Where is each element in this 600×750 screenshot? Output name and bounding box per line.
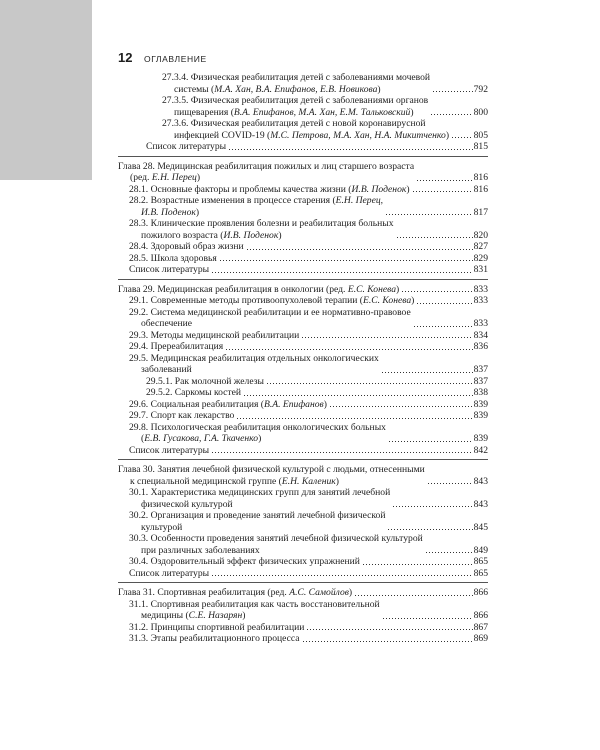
dot-leader (301, 331, 472, 339)
toc-entry-title (146, 376, 264, 388)
toc-page-number: 838 (473, 387, 488, 398)
dot-leader (228, 143, 473, 151)
toc-entry-line: 30.3. Особенности проведения занятий лечебной физической культурой (129, 533, 423, 544)
table-of-contents (118, 72, 488, 648)
toc-entry-title (129, 568, 209, 580)
toc-entry[interactable] (118, 72, 488, 95)
dot-leader (392, 500, 472, 508)
toc-entry-title (118, 284, 399, 296)
toc-page-number: 837 (473, 375, 488, 387)
toc-page-number: 836 (473, 341, 488, 352)
toc-entry-title (146, 141, 226, 153)
dot-leader (451, 131, 473, 139)
toc-entry-line: 29.8. Психологическая реабилитация онкологических больных (129, 421, 386, 433)
toc-page-number: 865 (473, 567, 488, 579)
toc-entry[interactable] (118, 218, 488, 241)
toc-entry-title (146, 387, 241, 399)
toc-entry-line: Глава 31. Спортивная реабилитация (ред. А.С. Самойлов) (118, 587, 353, 598)
toc-entry[interactable] (118, 533, 488, 556)
dot-leader (354, 589, 472, 597)
dot-leader (225, 343, 472, 351)
toc-entry-line: 29.7. Спорт как лекарство (129, 410, 235, 421)
dot-leader (243, 389, 473, 397)
toc-entry[interactable] (118, 284, 488, 296)
toc-entry[interactable] (118, 341, 488, 353)
dot-leader (396, 231, 473, 239)
toc-entry-line: Список литературы (129, 444, 210, 456)
toc-entry-title (129, 253, 217, 265)
toc-entry-line: 28.2. Возрастные изменения в процессе старения (Е.Н. Перец, (129, 195, 384, 206)
toc-entry[interactable] (118, 387, 488, 399)
toc-entry-line: 27.3.4. Физическая реабилитация детей с заболеваниями мочевой (162, 72, 431, 83)
toc-entry[interactable] (118, 633, 488, 645)
toc-entry-line: Глава 30. Занятия лечебной физической культурой с людьми, отнесенными (118, 464, 425, 475)
toc-section (118, 156, 488, 279)
page-header (118, 50, 488, 65)
dot-leader (266, 377, 473, 385)
toc-entry-line: заболеваний (141, 364, 192, 375)
toc-page-number: 817 (473, 206, 488, 218)
toc-entry-title (129, 599, 380, 622)
toc-entry-title (129, 510, 385, 533)
toc-entry-line: 28.3. Клинические проявления болезни и реабилитация больных (129, 218, 394, 229)
toc-page-number: 837 (473, 364, 488, 375)
toc-entry[interactable] (118, 295, 488, 307)
toc-entry-title (162, 118, 449, 141)
toc-entry-title (129, 341, 223, 353)
toc-entry[interactable] (118, 399, 488, 411)
toc-page-number: 866 (473, 610, 488, 621)
toc-entry[interactable] (118, 118, 488, 141)
toc-page-number: 816 (473, 172, 488, 183)
toc-entry[interactable] (118, 556, 488, 568)
toc-entry-title (129, 487, 390, 510)
toc-entry[interactable] (118, 376, 488, 388)
toc-entry-line: 29.5.2. Саркомы костей (146, 387, 241, 398)
toc-entry[interactable] (118, 161, 488, 184)
toc-page-number: 792 (473, 83, 488, 95)
toc-entry-title (162, 95, 428, 118)
toc-entry-line: 27.3.6. Физическая реабилитация детей с новой коронавирусной (162, 118, 426, 129)
toc-entry-line: системы (М.А. Хан, В.А. Епифанов, Е.В. Новикова) (174, 83, 381, 95)
toc-entry-title (129, 633, 300, 645)
toc-page-number: 839 (473, 410, 488, 421)
toc-entry-title (129, 264, 209, 276)
toc-entry[interactable] (118, 422, 488, 445)
toc-entry-title (129, 556, 360, 568)
toc-entry-title (162, 72, 430, 95)
toc-page-number: 842 (473, 444, 488, 456)
toc-entry-title (129, 307, 411, 330)
dot-leader (211, 266, 473, 274)
toc-entry-line: инфекцией COVID-19 (М.С. Петрова, М.А. Хан, Н.А. Микитченко) (174, 129, 450, 141)
toc-entry-line: И.В. Поденок) (141, 206, 200, 218)
toc-page-number: 839 (473, 433, 488, 444)
toc-page-number: 833 (473, 283, 488, 295)
toc-entry[interactable] (118, 622, 488, 634)
dot-leader (381, 366, 473, 374)
toc-entry-title (129, 195, 383, 218)
toc-page-number: 800 (473, 106, 488, 118)
toc-entry-title (129, 241, 244, 253)
toc-entry[interactable] (118, 307, 488, 330)
dot-leader (362, 558, 473, 566)
toc-page-number: 833 (473, 295, 488, 306)
toc-page-number: 843 (473, 475, 488, 487)
toc-entry-line: 31.3. Этапы реабилитационного процесса (129, 633, 300, 644)
toc-entry-line: 28.1. Основные факторы и проблемы качества жизни (И.В. Поденок) (129, 183, 410, 195)
toc-page-number: 833 (473, 318, 488, 329)
dot-leader (219, 254, 473, 262)
toc-entry[interactable] (118, 568, 488, 580)
toc-entry[interactable] (118, 141, 488, 153)
toc-entry-line: 29.5.1. Рак молочной железы (146, 375, 264, 387)
toc-entry-title (129, 184, 410, 196)
toc-entry-title (129, 218, 394, 241)
page-number: 12 (118, 50, 133, 65)
toc-page-number: 816 (473, 183, 488, 195)
toc-entry-line: 27.3.5. Физическая реабилитация детей с заболеваниями органов (162, 95, 429, 106)
toc-entry[interactable] (118, 599, 488, 622)
toc-entry-title (118, 587, 352, 599)
toc-entry-line: к специальной медицинской группе (Е.Н. Каленик) (130, 475, 339, 487)
dot-leader (416, 174, 473, 182)
toc-entry[interactable] (118, 195, 488, 218)
toc-entry[interactable] (118, 410, 488, 422)
toc-entry[interactable] (118, 264, 488, 276)
header-title: ОГЛАВЛЕНИЕ (144, 54, 207, 64)
toc-page-number: 849 (473, 544, 488, 556)
toc-entry[interactable] (118, 184, 488, 196)
toc-entry-line: физической культурой (141, 498, 233, 510)
toc-entry-line: 30.1. Характеристика медицинских групп для занятий лечебной (129, 487, 391, 498)
toc-entry-line: (Е.В. Гусакова, Г.А. Ткаченко) (141, 433, 262, 444)
toc-entry-line: 31.2. Принципы спортивной реабилитации (129, 621, 305, 633)
dot-leader (211, 569, 473, 577)
dot-leader (236, 412, 472, 420)
toc-page-number: 815 (473, 141, 488, 152)
toc-entry[interactable] (118, 353, 488, 376)
toc-page-number: 805 (473, 129, 488, 141)
toc-entry-title (118, 464, 425, 487)
toc-entry-line: 29.6. Социальная реабилитация (В.А. Епифанов) (129, 398, 327, 410)
toc-entry-line: пищеварения (В.А. Епифанов, М.А. Хан, Е.М. Тальковский) (174, 106, 414, 118)
dot-leader (211, 446, 473, 454)
dot-leader (430, 108, 472, 116)
toc-section (118, 72, 488, 156)
dot-leader (387, 523, 472, 531)
toc-entry-title (129, 445, 209, 457)
toc-entry-line: 28.4. Здоровый образ жизни (129, 241, 244, 252)
dot-leader (302, 635, 473, 643)
toc-entry[interactable] (118, 253, 488, 265)
toc-entry-line: (ред. Е.Н. Перец) (130, 172, 201, 183)
toc-entry-line: 31.1. Спортивная реабилитация как часть восстановительной (129, 598, 380, 610)
toc-entry-line: при различных заболеваниях (141, 544, 260, 556)
toc-page-number: 834 (473, 329, 488, 341)
dot-leader (413, 320, 473, 328)
toc-entry-title (118, 161, 414, 184)
dot-leader (401, 285, 472, 293)
dot-leader (388, 435, 473, 443)
dot-leader (416, 297, 472, 305)
side-band (0, 0, 92, 180)
dot-leader (427, 477, 473, 485)
toc-entry-line: 30.2. Организация и проведение занятий лечебной физической (129, 510, 386, 521)
toc-section (118, 459, 488, 582)
toc-page-number: 839 (473, 398, 488, 410)
toc-entry[interactable] (118, 587, 488, 599)
toc-page-number: 829 (473, 252, 488, 264)
toc-entry-line: Глава 28. Медицинская реабилитация пожилых и лиц старшего возраста (118, 160, 415, 172)
toc-page-number: 865 (473, 556, 488, 567)
toc-page-number: 867 (473, 621, 488, 633)
toc-entry-line: медицины (С.Е. Назарян) (141, 610, 246, 621)
toc-entry-line: 30.4. Оздоровительный эффект физических упражнений (129, 556, 360, 567)
toc-section (118, 582, 488, 648)
toc-entry[interactable] (118, 510, 488, 533)
toc-entry[interactable] (118, 464, 488, 487)
dot-leader (306, 623, 472, 631)
toc-page-number: 843 (473, 498, 488, 510)
dot-leader (329, 400, 473, 408)
toc-entry-line: 29.3. Методы медицинской реабилитации (129, 329, 300, 341)
toc-section (118, 279, 488, 460)
toc-entry-line: Список литературы (129, 567, 210, 579)
toc-page-number: 820 (473, 229, 488, 241)
toc-entry[interactable] (118, 241, 488, 253)
dot-leader (425, 546, 473, 554)
dot-leader (385, 208, 473, 216)
toc-page-number: 869 (473, 633, 488, 644)
toc-entry-title (129, 622, 304, 634)
toc-entry[interactable] (118, 487, 488, 510)
toc-entry-line: культурой (141, 521, 183, 533)
toc-page-number: 831 (473, 264, 488, 275)
toc-entry-line: Глава 29. Медицинская реабилитация в онкологии (ред. Е.С. Конева) (118, 283, 400, 295)
dot-leader (246, 243, 473, 251)
toc-page-number: 866 (473, 587, 488, 598)
toc-page-number: 827 (473, 241, 488, 252)
toc-entry-title (129, 353, 379, 376)
toc-entry-title (129, 533, 423, 556)
dot-leader (412, 185, 473, 193)
toc-entry-line: 29.1. Современные методы противоопухолевой терапии (Е.С. Конева) (129, 295, 415, 306)
toc-entry-line: обеспечение (141, 318, 193, 329)
toc-entry-title (129, 410, 234, 422)
toc-entry-line: пожилого возраста (И.В. Поденок) (141, 229, 282, 241)
toc-entry[interactable] (118, 445, 488, 457)
toc-entry-line: Список литературы (129, 264, 210, 275)
dot-leader (382, 612, 473, 620)
toc-entry-title (129, 399, 327, 411)
toc-entry[interactable] (118, 330, 488, 342)
toc-entry-title (129, 330, 299, 342)
dot-leader (432, 85, 473, 93)
toc-entry-line: 28.5. Школа здоровья (129, 252, 217, 264)
toc-entry-title (129, 422, 386, 445)
toc-entry-line: 29.4. Пререабилитация (129, 341, 224, 352)
toc-entry-title (129, 295, 414, 307)
toc-entry-line: 29.5. Медицинская реабилитация отдельных онкологических (129, 352, 379, 364)
toc-page-number: 845 (473, 521, 488, 533)
toc-entry-line: 29.2. Система медицинской реабилитации и ее нормативно-правовое (129, 306, 411, 318)
toc-entry[interactable] (118, 95, 488, 118)
toc-entry-line: Список литературы (146, 141, 227, 152)
